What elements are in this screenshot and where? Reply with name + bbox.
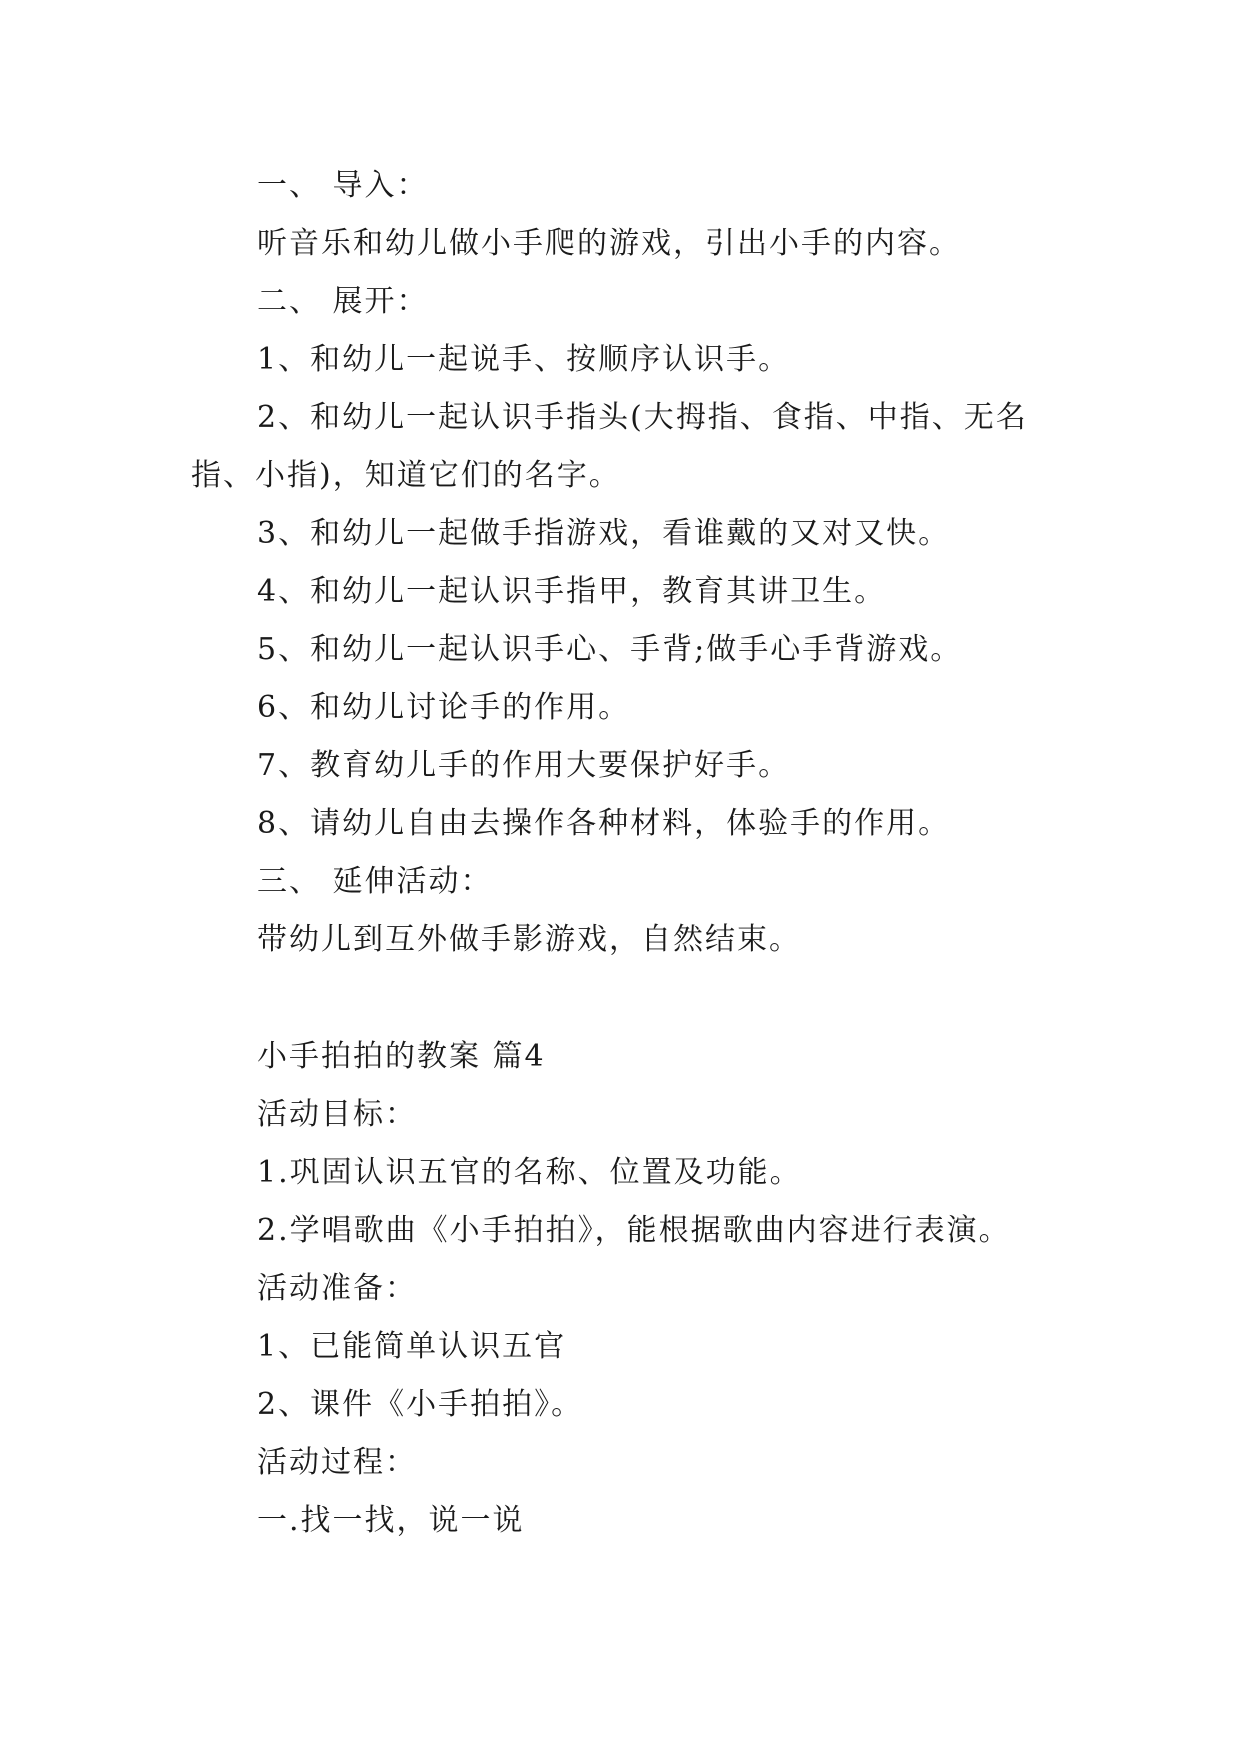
paragraph: 带幼儿到互外做手影游戏，自然结束。	[257, 922, 801, 957]
list-item: 5、和幼儿一起认识手心、手背;做手心手背游戏。	[257, 632, 963, 667]
section-heading-extension: 三、 延伸活动：	[257, 864, 493, 899]
section-heading-expand: 二、 展开：	[257, 284, 429, 319]
list-item: 一.找一找，说一说	[257, 1503, 525, 1538]
section-heading-process: 活动过程：	[257, 1445, 417, 1480]
list-item: 2、和幼儿一起认识手指头(大拇指、食指、中指、无名	[257, 400, 1028, 435]
list-item: 1.巩固认识五官的名称、位置及功能。	[257, 1155, 802, 1190]
list-item: 1、和幼儿一起说手、按顺序认识手。	[257, 342, 791, 377]
paragraph: 听音乐和幼儿做小手爬的游戏，引出小手的内容。	[257, 226, 961, 261]
article-title: 小手拍拍的教案 篇4	[257, 1039, 546, 1074]
list-item: 6、和幼儿讨论手的作用。	[257, 690, 631, 725]
list-item: 1、已能简单认识五官	[257, 1329, 567, 1364]
list-item-continuation: 指、小指)，知道它们的名字。	[191, 458, 621, 493]
list-item: 4、和幼儿一起认识手指甲，教育其讲卫生。	[257, 574, 887, 609]
section-heading-goals: 活动目标：	[257, 1097, 417, 1132]
list-item: 2.学唱歌曲《小手拍拍》，能根据歌曲内容进行表演。	[257, 1213, 1011, 1248]
section-heading-preparation: 活动准备：	[257, 1271, 417, 1306]
list-item: 8、请幼儿自由去操作各种材料，体验手的作用。	[257, 806, 951, 841]
section-heading-intro: 一、 导入：	[257, 168, 429, 203]
list-item: 2、课件《小手拍拍》。	[257, 1387, 584, 1422]
list-item: 7、教育幼儿手的作用大要保护好手。	[257, 748, 791, 783]
list-item: 3、和幼儿一起做手指游戏，看谁戴的又对又快。	[257, 516, 951, 551]
